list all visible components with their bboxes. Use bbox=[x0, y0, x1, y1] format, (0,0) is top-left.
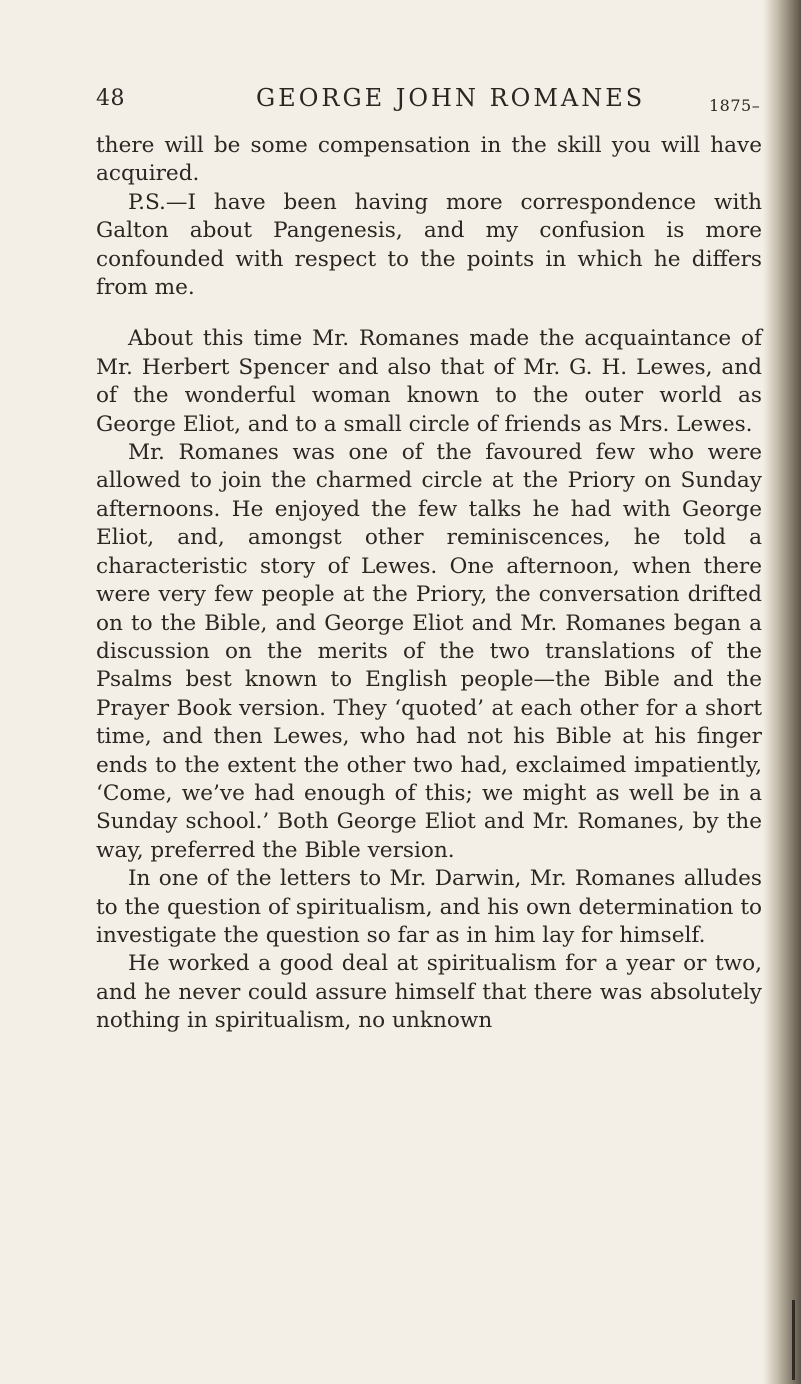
page-number: 48 bbox=[96, 86, 125, 111]
page-edge-shadow bbox=[763, 0, 801, 1384]
paragraph: P.S.—I have been having more correspondence with Galton about Pangenesis, and my confusion is more confounded with respect to the points in which he differs from me. bbox=[96, 189, 762, 301]
paragraph: there will be some compensation in the skill you will have acquired. bbox=[96, 133, 762, 187]
page-edge-mark bbox=[792, 1300, 795, 1380]
paragraph: He worked a good deal at spiritualism for a year or two, and he never could assure himself that there was absolutely nothing in spiritualism, no unknown bbox=[96, 951, 762, 1034]
body-text bbox=[96, 132, 762, 1036]
paragraph: Mr. Romanes was one of the favoured few who were allowed to join the charmed circle at the Priory on Sunday afternoons. He enjoyed the few talks he had with George Eliot, and, amongst other reminiscences, he told a characteristic story of Lewes. One afternoon, when there were very few people at the Priory, the conversation drifted on to the Bible, and George Eliot and Mr. Romanes began a discussion on the merits of the two translations of the Psalms best known to English people—the Bible and the Prayer Book version. They ‘quoted’ at each other for a short time, and then Lewes, who had not his Bible at his finger ends to the extent the other two had, exclaimed impatiently, ‘Come, we’ve had enough of this; we might as well be in a Sunday school.’ Both George Eliot and Mr. Romanes, by the way, preferred the Bible version. bbox=[96, 440, 762, 863]
page-header bbox=[96, 80, 796, 120]
running-title: GEORGE JOHN ROMANES bbox=[256, 84, 646, 112]
paragraph: About this time Mr. Romanes made the acquaintance of Mr. Herbert Spencer and also that of Mr. G. H. Lewes, and of the wonderful woman known to the outer world as George Eliot, and to a small circle of friends as Mrs. Lewes. bbox=[96, 326, 762, 437]
year-marker: 1875– bbox=[709, 96, 761, 115]
paragraph: In one of the letters to Mr. Darwin, Mr. Romanes alludes to the question of spiritualism, and his own determination to investigate the question so far as in him lay for himself. bbox=[96, 866, 762, 948]
